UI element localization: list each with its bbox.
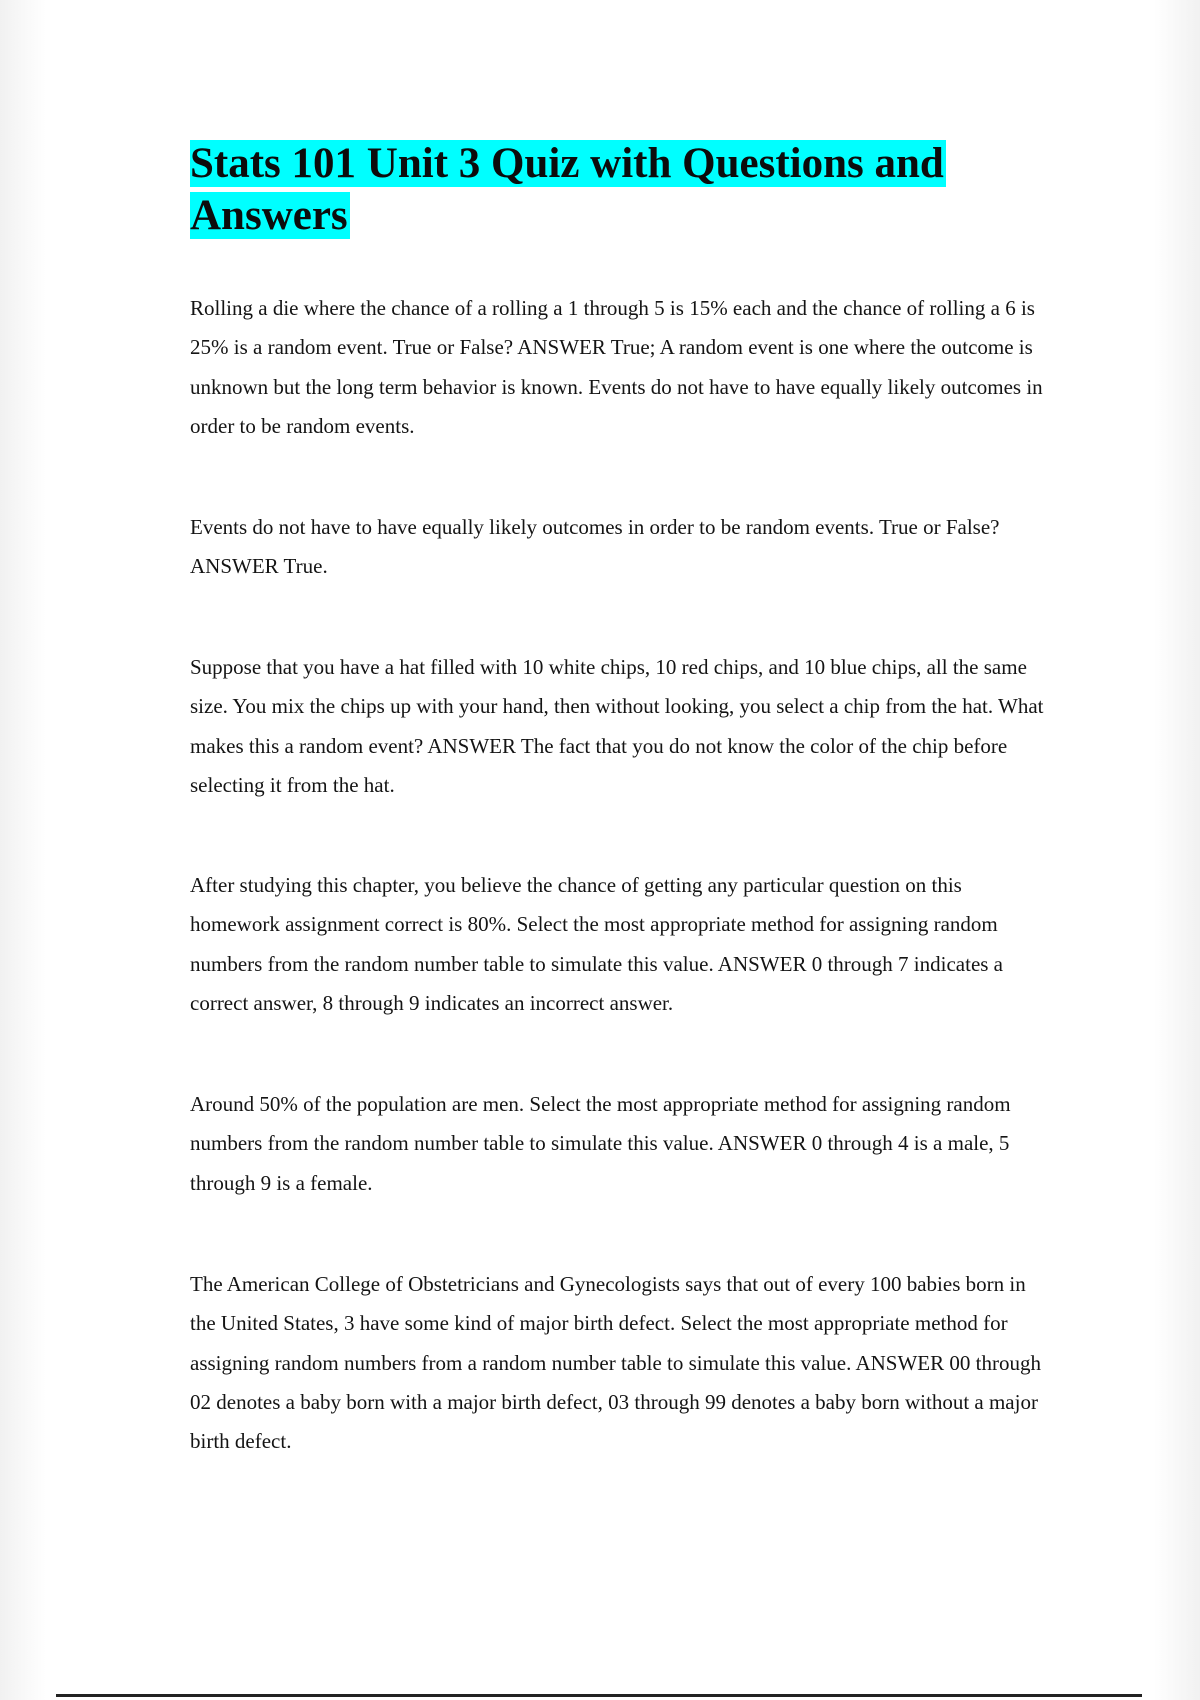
title-block bbox=[190, 138, 1010, 242]
qa-item-5: Around 50% of the population are men. Select the most appropriate method for assigning random numbers from the random number table to simulate this value. ANSWER 0 through 4 is a male, 5 through 9 is a female. bbox=[190, 1092, 1011, 1195]
page-title bbox=[190, 138, 1010, 242]
qa-item-2: Events do not have to have equally likely outcomes in order to be random events. True or False? ANSWER True. bbox=[190, 515, 1000, 579]
page-shadow-right bbox=[1154, 0, 1200, 1700]
qa-item-1: Rolling a die where the chance of a rolling a 1 through 5 is 15% each and the chance of rolling a 6 is 25% is a random event. True or False? ANSWER True; A random event is one where the outcome is unknown but the long term behavior is known. Events do not have to have equally likely outcomes in order to be random events. bbox=[190, 296, 1043, 438]
footer-divider bbox=[56, 1694, 1142, 1697]
qa-item-4: After studying this chapter, you believe the chance of getting any particular question on this homework assignment correct is 80%. Select the most appropriate method for assigning random numbers from the random number table to simulate this value. ANSWER 0 through 7 indicates a correct answer, 8 through 9 indicates an incorrect answer. bbox=[190, 873, 1004, 1015]
qa-item-6: The American College of Obstetricians and Gynecologists says that out of every 100 babies born in the United States, 3 have some kind of major birth defect. Select the most appropriate method for assigning random numbers from a random number table to simulate this value. ANSWER 00 through 02 denotes a baby born with a major birth defect, 03 through 99 denotes a baby born without a major birth defect. bbox=[190, 1272, 1041, 1454]
page-shadow-left bbox=[0, 0, 46, 1700]
qa-item-3: Suppose that you have a hat filled with 10 white chips, 10 red chips, and 10 blue chips, all the same size. You mix the chips up with your hand, then without looking, you select a chip from the hat. What makes this a random event? ANSWER The fact that you do not know the color of the chip before selecting it from the hat. bbox=[190, 655, 1044, 797]
page-title-text: Stats 101 Unit 3 Quiz with Questions and Answers bbox=[190, 140, 944, 239]
